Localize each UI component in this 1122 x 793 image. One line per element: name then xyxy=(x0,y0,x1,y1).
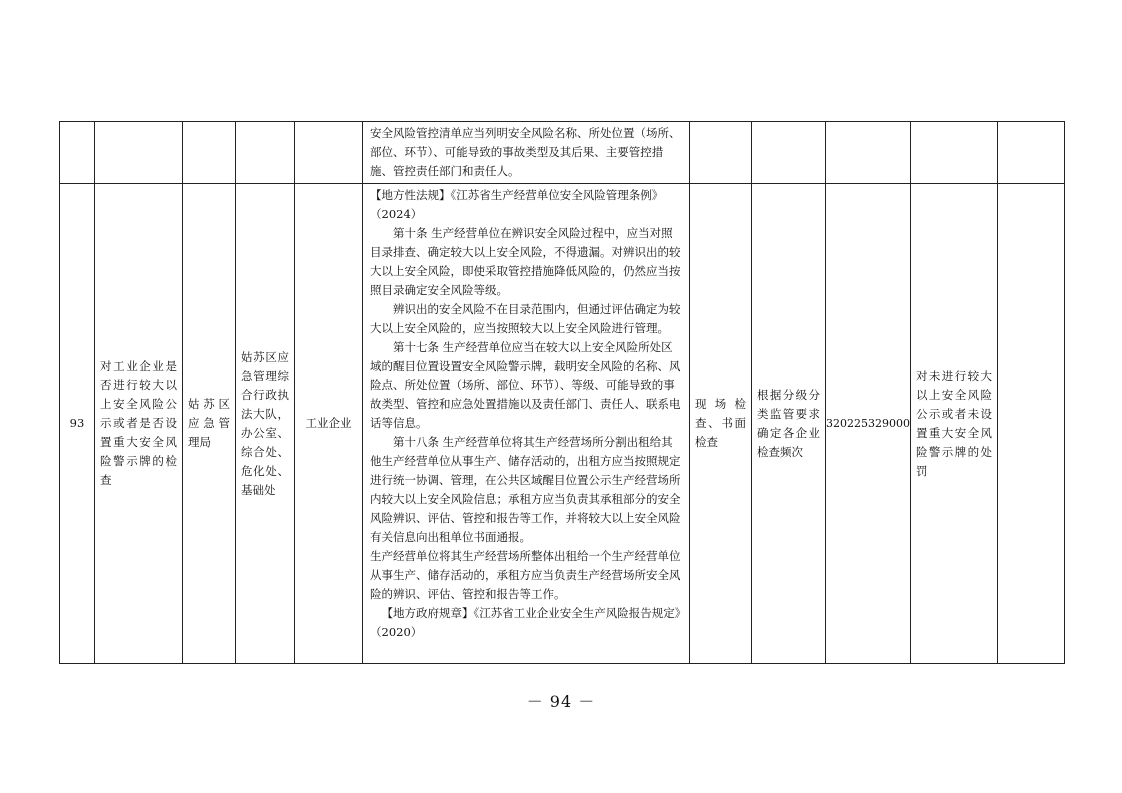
inspection-frequency xyxy=(752,184,826,664)
law-heading-regulation: 【地方性法规】《江苏省生产经营单位安全风险管理条例》（2024） xyxy=(370,188,664,221)
cell-extra xyxy=(998,122,1065,184)
executor-text: 姑苏区应急管理综合行政执法大队，办公室、综合处、危化处、基础处 xyxy=(241,349,289,497)
law-article-18-cont: 生产经营单位将其生产经营场所整体出租给一个生产经营单位从事生产、储存活动的，承租方应当负责生产经营场所安全风险的辨识、评估、管控和报告等工作。 xyxy=(370,549,681,601)
page-number: － 94 － xyxy=(526,692,596,711)
department-text: 姑苏区应急管理局 xyxy=(188,397,230,449)
cell-executor xyxy=(236,122,295,184)
cell-note xyxy=(911,122,998,184)
inspection-method xyxy=(690,184,752,664)
law-article-17: 第十七条 生产经营单位应当在较大以上安全风险所处区域的醒目位置设置安全风险警示牌，载明安全风险的名称、风险点、所处位置（场所、部位、环节）、等级、可能导致的事故类型、管控和应急处置措施以及责任部门、责任人、联系电话等信息。 xyxy=(370,340,681,430)
inspection-frequency-text: 根据分级分类监管要求确定各企业检查频次 xyxy=(757,387,820,459)
cell-object xyxy=(295,122,363,184)
cell-department xyxy=(183,122,236,184)
table-row-93 xyxy=(60,184,1065,664)
cell-frequency xyxy=(752,122,826,184)
executor xyxy=(236,184,295,664)
row-number: 93 xyxy=(60,184,95,664)
cell-code xyxy=(826,122,911,184)
inspection-method-text: 现场检查、书面检查 xyxy=(695,397,746,449)
department xyxy=(183,184,236,664)
cell-method xyxy=(690,122,752,184)
cell-item xyxy=(95,122,183,184)
law-article-10: 第十条 生产经营单位在辨识安全风险过程中，应当对照目录排查、确定较大以上安全风险，不得遗漏。对辨识出的较大以上安全风险，即使采取管控措施降低风险的，仍然应当按照目录确定安全风险等级。 xyxy=(370,226,681,297)
table-row-previous xyxy=(60,122,1065,184)
law-article-10-cont: 辨识出的安全风险不在目录范围内，但通过评估确定为较大以上安全风险的，应当按照较大以上安全风险进行管理。 xyxy=(370,302,681,335)
cell-number xyxy=(60,122,95,184)
inspection-object: 工业企业 xyxy=(295,184,363,664)
cell-remarks xyxy=(998,184,1065,664)
related-penalty xyxy=(911,184,998,664)
law-article-18: 第十八条 生产经营单位将其生产经营场所分割出租给其他生产经营单位从事生产、储存活动的，出租方应当按照规定进行统一协调、管理，在公共区域醒目位置公示生产经营场所内较大以上安全风险信息；承租方应当负责其承租部分的安全风险辨识、评估、管控和报告等工作，并将较大以上安全风险有关信息向出租单位书面通报。 xyxy=(370,435,681,544)
legal-basis xyxy=(363,184,690,664)
inspection-item-text: 对工业企业是否进行较大以上安全风险公示或者是否设置重大安全风险警示牌的检查 xyxy=(100,359,177,487)
inspection-item xyxy=(95,184,183,664)
cell-law xyxy=(363,122,690,184)
inspection-table xyxy=(59,121,1065,664)
item-code: 320225329000 xyxy=(826,184,911,664)
related-penalty-text: 对未进行较大以上安全风险公示或者未设置重大安全风险警示牌的处罚 xyxy=(916,368,992,478)
law-text-continued: 安全风险管控清单应当列明安全风险名称、所处位置（场所、部位、环节）、可能导致的事故类型及其后果、主要管控措施、管控责任部门和责任人。 xyxy=(370,126,681,178)
law-heading-rule: 【地方政府规章】《江苏省工业企业安全生产风险报告规定》（2020） xyxy=(370,606,681,639)
